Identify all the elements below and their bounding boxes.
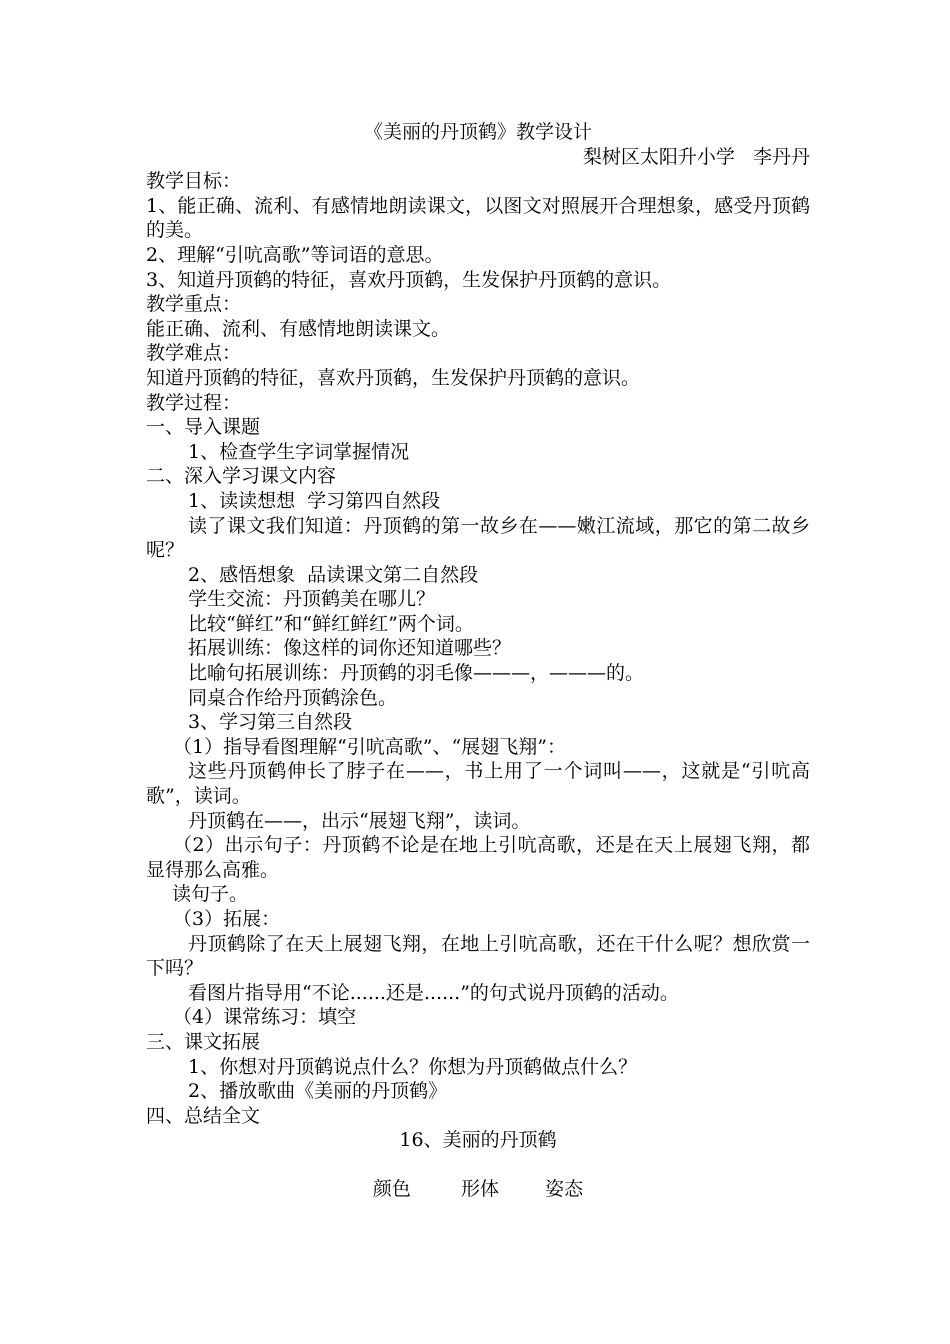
- process-step-2-item-3: 3、学习第三自然段: [188, 711, 353, 734]
- process-step-4: 四、总结全文: [146, 1104, 261, 1127]
- process-step-2-item-3-sub-3-text-2: 看图片指导用“不论......还是......”的句式说丹顶鹤的活动。: [188, 981, 679, 1004]
- process-step-2-item-3-sub-2-text: 读句子。: [172, 883, 249, 906]
- process-step-2-item-3-sub-3-text-1: 丹顶鹤除了在天上展翅飞翔，在地上引吭高歌，还在干什么呢？想欣赏一下吗？: [146, 932, 810, 980]
- difficulty-text: 知道丹顶鹤的特征，喜欢丹顶鹤，生发保护丹顶鹤的意识。: [146, 366, 641, 389]
- process-step-2-item-3-sub-4: （4）课常练习：填空: [173, 1006, 357, 1029]
- process-step-2-item-3-sub-1-text-2: 丹顶鹤在——，出示“展翅飞翔”，读词。: [188, 809, 531, 832]
- board-item-shape: 形体: [460, 1177, 499, 1200]
- process-step-2-item-2-line-1: 学生交流：丹顶鹤美在哪儿？: [188, 588, 436, 611]
- board-item-posture: 姿态: [545, 1177, 584, 1200]
- process-step-2-item-2: 2、感悟想象 品读课文第二自然段: [188, 563, 479, 586]
- document-title: 《美丽的丹顶鹤》教学设计: [363, 121, 592, 143]
- process-step-2-item-3-sub-1: （1）指导看图理解“引吭高歌”、“展翅飞翔”：: [173, 735, 566, 758]
- board-item-color: 颜色: [372, 1177, 411, 1200]
- process-step-1: 一、导入课题: [146, 416, 261, 439]
- process-step-3: 三、课文拓展: [146, 1030, 261, 1053]
- process-step-2-item-2-line-5: 同桌合作给丹顶鹤涂色。: [188, 686, 398, 709]
- process-step-2-item-3-sub-3: （3）拓展：: [173, 908, 281, 930]
- process-step-2-item-2-line-3: 拓展训练：像这样的词你还知道哪些？: [188, 637, 512, 660]
- objective-1: 1、能正确、流利、有感情地朗读课文，以图文对照展开合理想象，感受丹顶鹤的美。: [146, 194, 810, 242]
- process-step-2-item-1: 1、读读想想 学习第四自然段: [188, 489, 441, 512]
- objective-3: 3、知道丹顶鹤的特征，喜欢丹顶鹤，生发保护丹顶鹤的意识。: [146, 268, 672, 291]
- process-step-3-item-1: 1、你想对丹顶鹤说点什么？你想为丹顶鹤做点什么？: [188, 1055, 638, 1078]
- objective-2: 2、理解“引吭高歌”等词语的意思。: [146, 243, 444, 266]
- board-title: 16、美丽的丹顶鹤: [399, 1129, 557, 1152]
- process-step-2-item-2-line-2: 比较“鲜红”和“鲜红鲜红”两个词。: [188, 612, 474, 635]
- process-step-2-item-3-sub-1-text-1: 这些丹顶鹤伸长了脖子在——，书上用了一个词叫——，这就是“引吭高歌”，读词。: [146, 760, 810, 808]
- process-step-2-item-1-text: 读了课文我们知道：丹顶鹤的第一故乡在——嫩江流域，那它的第二故乡呢？: [146, 514, 810, 562]
- section-heading-process: 教学过程：: [146, 391, 242, 414]
- process-step-1-item-1: 1、检查学生字词掌握情况: [188, 440, 410, 463]
- section-heading-key-points: 教学重点：: [146, 293, 242, 316]
- section-heading-objectives: 教学目标：: [146, 170, 242, 193]
- board-items: [146, 1177, 810, 1202]
- process-step-3-item-2: 2、播放歌曲《美丽的丹顶鹤》: [188, 1080, 448, 1103]
- process-step-2-item-2-line-4: 比喻句拓展训练：丹顶鹤的羽毛像———，———的。: [188, 662, 645, 685]
- document-body: [146, 120, 810, 1202]
- process-step-2-item-3-sub-2: （2）出示句子：丹顶鹤不论是在地上引吭高歌，还是在天上展翅飞翔，都显得那么高雅。: [146, 834, 810, 881]
- author-line: 梨树区太阳升小学 李丹丹: [582, 145, 810, 168]
- section-heading-difficulties: 教学难点：: [146, 342, 242, 365]
- key-point-text: 能正确、流利、有感情地朗读课文。: [146, 317, 451, 340]
- process-step-2: 二、深入学习课文内容: [146, 465, 337, 488]
